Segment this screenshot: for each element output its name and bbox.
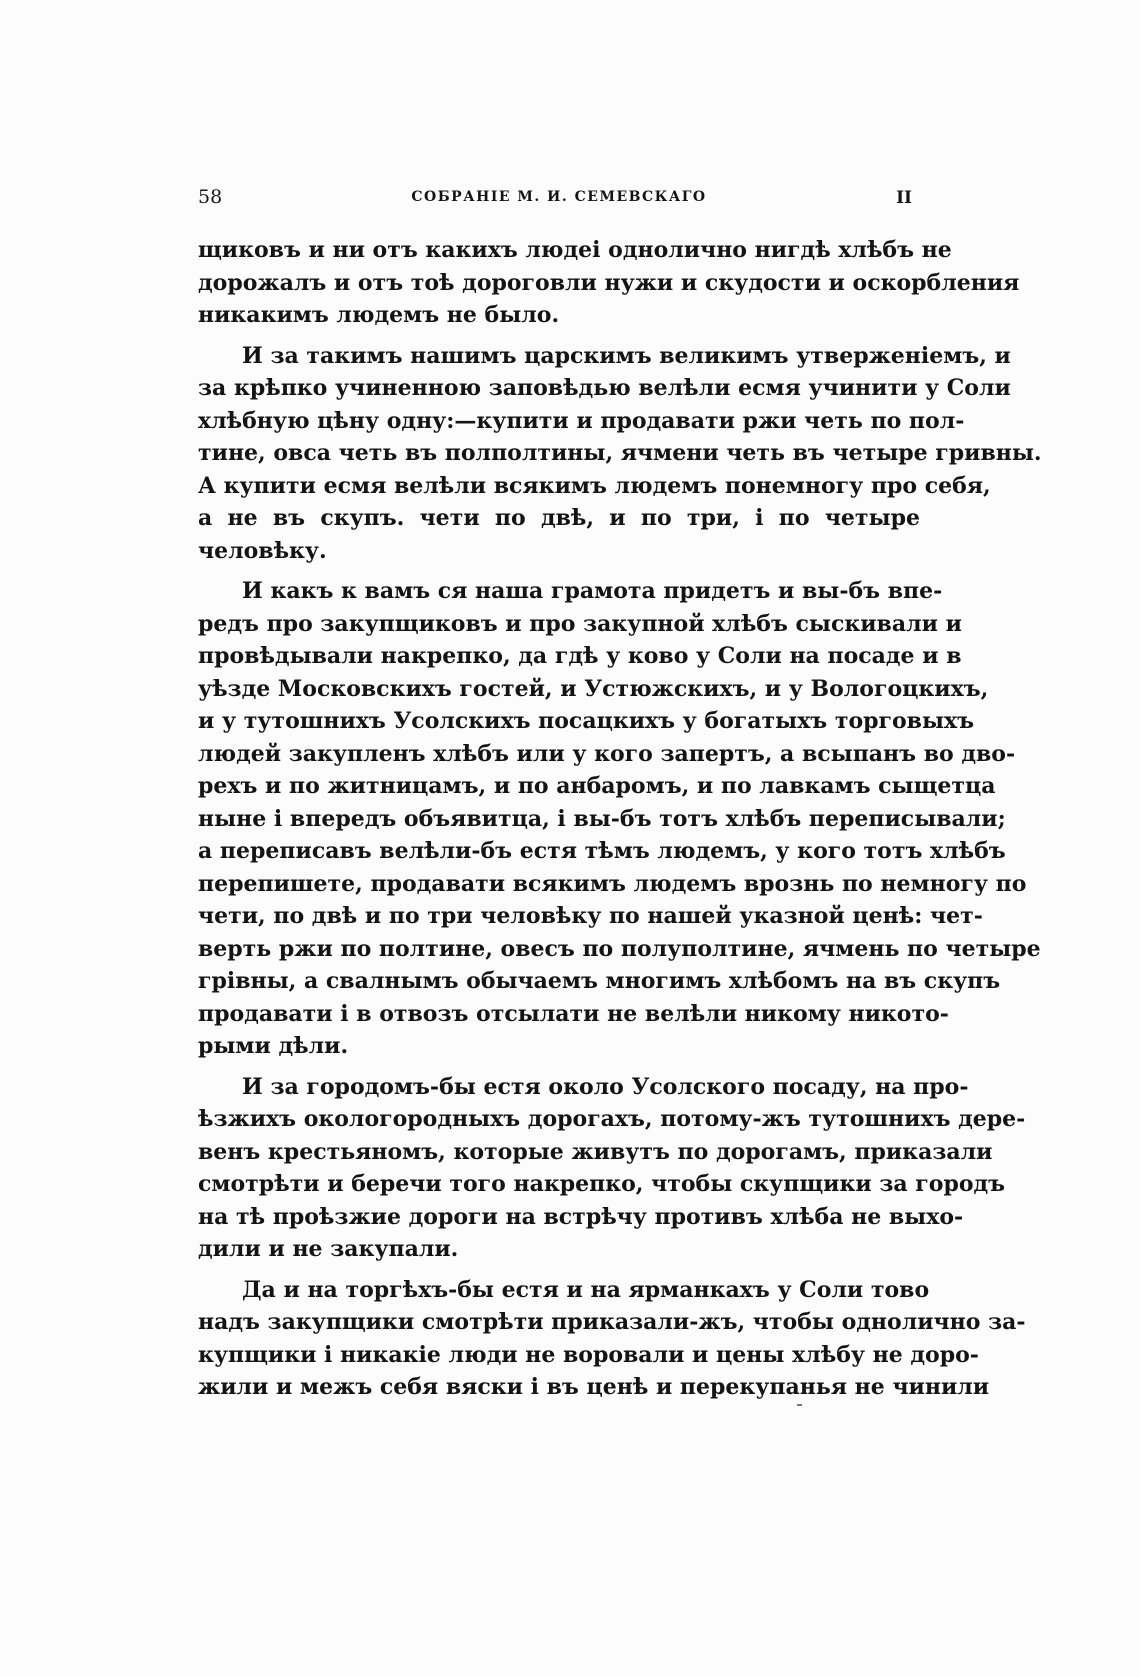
text-line: И какъ к вамъ ся наша грамота придетъ и вы-бъ впе- (242, 578, 943, 604)
page-number: 58 (198, 186, 223, 208)
paragraph (198, 234, 1020, 332)
paragraph-gap (198, 332, 920, 340)
text-line: редъ про закупщиковъ и про закупной хлѣбъ сыскивали и (198, 610, 962, 637)
text-line: венъ крестьяномъ, которые живутъ по дорогамъ, приказали (198, 1138, 993, 1165)
text-line: щиковъ и ни отъ какихъ людеі однолично нигдѣ хлѣбъ не (198, 237, 952, 263)
body-text (198, 234, 1042, 1404)
text-line: И за городомъ-бы естя около Усолского посаду, на про- (242, 1073, 969, 1100)
text-line: чети, по двѣ и по три человѣку по нашей указной ценѣ: чет- (198, 903, 983, 929)
text-line: рыми дѣли. (198, 1033, 349, 1059)
paragraph (198, 1071, 1026, 1266)
text-line: уѣзде Московскихъ гостей, и Устюжскихъ, и у Вологоцкихъ, (198, 675, 989, 702)
text-line: никакимъ людемъ не было. (198, 302, 560, 328)
text-line: ныне і впередъ объявитца, і вы-бъ тотъ хлѣбъ переписывали; (198, 805, 1006, 832)
text-line: провѣдывали накрепко, да гдѣ у ково у Соли на посаде и в (198, 643, 962, 669)
paragraph (198, 340, 1042, 568)
paragraph-gap (198, 1063, 920, 1071)
text-line: тине, овса четь въ полполтины, ячмени четь въ четыре гривны. (198, 440, 1042, 466)
text-line: Да и на торгѣхъ-бы естя и на ярманкахъ у Соли тово (242, 1276, 930, 1303)
text-line: жили и межъ себя вяски і въ ценѣ и перекупанья не чинили (198, 1374, 990, 1400)
text-line: и у тутошнихъ Усолскихъ посацкихъ у богатыхъ торговыхъ (198, 708, 975, 734)
text-line: смотрѣти и беречи того накрепко, чтобы скупщики за городъ (198, 1171, 1006, 1197)
text-line: грівны, а свалнымъ обычаемъ многимъ хлѣбомъ на въ скупъ (198, 968, 1001, 994)
text-block (198, 186, 1042, 1404)
text-line: хлѣбную цѣну одну:—купити и продавати ржи четь по пол- (198, 407, 965, 434)
text-line: И за такимъ нашимъ царскимъ великимъ утверженіемъ, и (242, 342, 1011, 369)
scan-speck (797, 1404, 802, 1406)
text-line: а не въ скупъ. чети по двѣ, и по три, і по четыре (198, 505, 920, 531)
paragraph-gap (198, 1266, 920, 1274)
text-line: а переписавъ велѣли-бъ естя тѣмъ людемъ, у кого тотъ хлѣбъ (198, 838, 1006, 864)
text-line: дорожалъ и отъ тоѣ дороговли нужи и скудости и оскорбления (198, 269, 1020, 296)
text-line: продавати і в отвозъ отсылати не велѣли никому никото- (198, 1000, 949, 1027)
paragraph (198, 1274, 1026, 1404)
text-line: надъ закупщики смотрѣти приказали-жъ, чтобы однолично за- (198, 1309, 1026, 1335)
running-title: СОБРАНІЕ М. И. СЕМЕВСКАГО (411, 189, 707, 205)
text-line: за крѣпко учиненною заповѣдью велѣли есмя учинити у Соли (198, 375, 1011, 401)
text-line: людей закупленъ хлѣбъ или у кого запертъ, а всыпанъ во дво- (198, 740, 1016, 767)
text-line: А купити есмя велѣли всякимъ людемъ понемногу про себя, (198, 472, 991, 499)
paragraph (198, 575, 1041, 1063)
text-line: человѣку. (198, 537, 327, 564)
text-line: верть ржи по полтине, овесъ по полуполтине, ячмень по четыре (198, 935, 1041, 962)
section-mark: II (896, 188, 912, 208)
text-line: рехъ и по житницамъ, и по анбаромъ, и по лавкамъ сыщетца (198, 773, 996, 799)
text-line: дили и не закупали. (198, 1236, 459, 1262)
paragraph-gap (198, 567, 920, 575)
text-line: перепишете, продавати всякимъ людемъ врознь по немногу по (198, 870, 1027, 897)
running-head (198, 186, 920, 216)
text-line: купщики і никакіе люди не воровали и цены хлѣбу не доро- (198, 1341, 979, 1368)
text-line: на тѣ проѣзжие дороги на встрѣчу противъ хлѣба не выхо- (198, 1203, 964, 1230)
text-line: ѣзжихъ окологородныхъ дорогахъ, потому-жъ тутошнихъ дере- (198, 1106, 1026, 1132)
